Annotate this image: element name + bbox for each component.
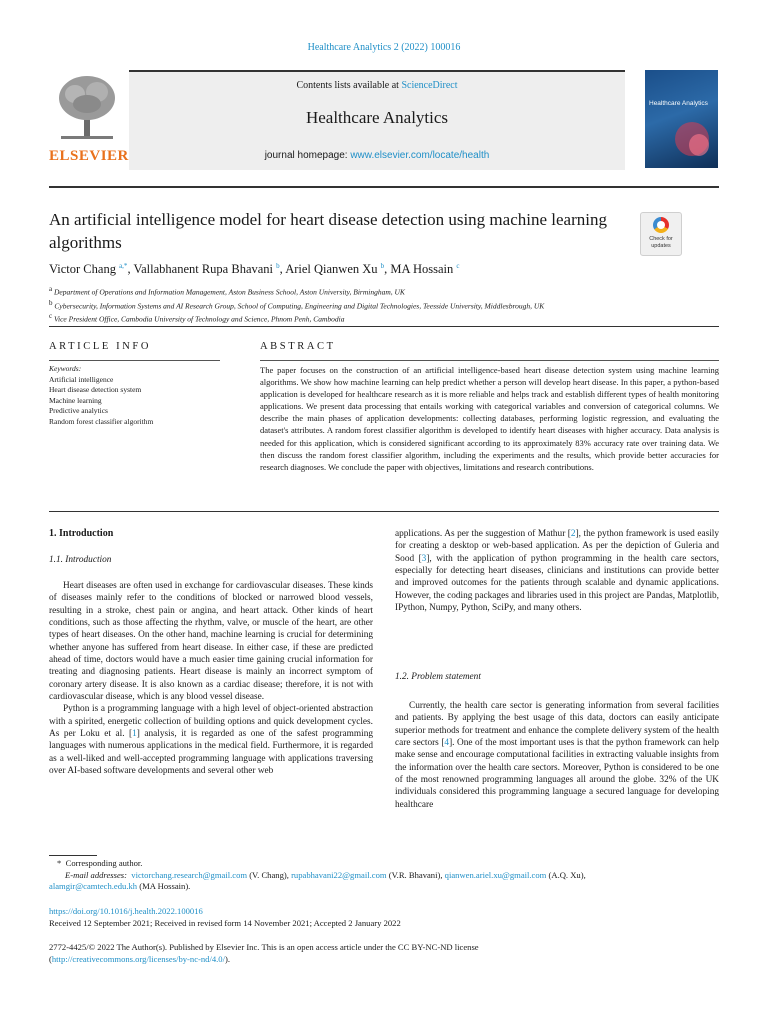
email-link[interactable]: rupabhavani22@gmail.com — [291, 869, 387, 880]
footnote-rule — [49, 855, 97, 856]
body-column-right-bottom — [395, 700, 719, 811]
keywords-label: Keywords: — [49, 364, 82, 373]
contents-prefix: Contents lists available at — [296, 80, 402, 91]
citation-link[interactable]: 1 — [132, 729, 137, 740]
affiliation-item: a Department of Operations and Information Management, Aston Business School, Aston University, Birmingham, UK — [49, 285, 405, 297]
elsevier-logo[interactable] — [49, 70, 127, 166]
keyword-item: Random forest classifier algorithm — [49, 416, 154, 426]
contents-line — [129, 80, 625, 91]
received-dates: Received 12 September 2021; Received in revised form 14 November 2021; Accepted 2 January 2022 — [49, 917, 401, 928]
footnotes — [49, 858, 719, 893]
license-url-line: (http://creativecommons.org/licenses/by-nc-nd/4.0/). — [49, 953, 230, 964]
check-updates-label: Check for updates — [649, 236, 673, 249]
keyword-item: Predictive analytics — [49, 406, 108, 415]
subsection-heading-introduction: 1.1. Introduction — [49, 555, 112, 565]
citation-link[interactable]: 2 — [570, 529, 576, 539]
check-updates-icon-center — [657, 221, 665, 229]
license-block — [49, 942, 719, 965]
author-name: Ariel Qianwen Xu — [285, 262, 378, 277]
doi-block — [49, 906, 719, 929]
author-affiliation-mark[interactable]: c — [456, 262, 460, 270]
affiliation-divider — [49, 326, 719, 327]
keyword-item: Artificial intelligence — [49, 374, 114, 384]
homepage-line — [129, 150, 625, 161]
keywords-list — [49, 364, 224, 427]
elsevier-tree-icon — [55, 74, 119, 144]
homepage-label: journal homepage: — [264, 150, 351, 161]
journal-citation-link[interactable]: Healthcare Analytics 2 (2022) 100016 — [307, 42, 461, 53]
body-paragraph: Currently, the health care sector is generating information from several facilities and patients. By applying the best usage of this data, doctors can easily anticipate superior methods for treatment and enhance the complete delivery system of the health care sectors [4]. One of the most important uses is that the python framework can help make sense and encourage computational facilities in extracting valuable insights from the information over the health care sectors. Moreover, Python is considered to be one of the most renowned programming languages all around the globe. 32% of the UK individuals considered this programming language a secured language for developing healthcare — [395, 701, 719, 810]
email-label: E-mail addresses: — [65, 869, 127, 880]
author-affiliation-mark[interactable]: b — [276, 262, 280, 270]
license-link[interactable]: http://creativecommons.org/licenses/by-nc-nd/4.0/ — [51, 953, 225, 964]
elsevier-wordmark: ELSEVIER — [49, 148, 129, 164]
journal-cover-image[interactable] — [645, 70, 718, 168]
affiliation-item: c Vice President Office, Cambodia University of Technology and Science, Phnom Penh, Cambodia — [49, 312, 345, 324]
keyword-item: Machine learning — [49, 395, 102, 405]
author-affiliation-mark[interactable]: a,* — [119, 262, 128, 270]
section-heading-introduction: 1. Introduction — [49, 528, 114, 539]
author-affiliation-mark[interactable]: b — [380, 262, 385, 270]
citation-link[interactable]: 3 — [421, 553, 427, 564]
body-paragraph: Python is a programming language with a high level of object-oriented abstraction with a spirited, energetic collection of building options and quick development cycles. As per Loku et al. [1] analysis, it is regarded as one of the safest programming languages with numerous applications in the medical field. Furthermore, it is regarded as a well-liked and well-accepted programming language with applications traversing over AI-based software developments and several other web — [49, 704, 373, 777]
article-info-heading: ARTICLE INFO — [49, 341, 152, 352]
journal-header-box — [129, 70, 625, 170]
body-paragraph: applications. As per the suggestion of Mathur [2], the python framework is used easily for creating a desktop or web-based application. As per the depiction of Guleria and Sood [3], with the application of python programming in the health care sectors, especially for detecting heart diseases, clinicians and institutions can provide better and improved outcomes for the patients through scalable and dynamic applications. However, the coding packages and libraries used in this project are Pandas, Matplotlib, IPython, Numpy, Python, SciPy, and many others. — [395, 529, 720, 614]
journal-header — [49, 70, 719, 170]
email-link[interactable]: victorchang.research@gmail.com — [131, 869, 248, 880]
email-addresses-cont: alamgir@camtech.edu.kh (MA Hossain). — [49, 881, 191, 891]
email-addresses: E-mail addresses: victorchang.research@gmail.com (V. Chang), rupabhavani22@gmail.com (V.R. Bhavani), qianwen.ariel.xu@gmail.com (A.Q. Xu), — [65, 869, 586, 880]
cover-heart-highlight — [689, 134, 709, 156]
email-link[interactable]: qianwen.ariel.xu@gmail.com — [444, 869, 547, 880]
journal-homepage-link[interactable]: www.elsevier.com/locate/health — [350, 150, 490, 161]
author-name: MA Hossain — [390, 262, 454, 277]
check-for-updates-button[interactable] — [640, 212, 682, 256]
email-link[interactable]: alamgir@camtech.edu.kh — [49, 881, 138, 891]
corresponding-author-note: * Corresponding author. — [57, 858, 143, 868]
abstract-text: The paper focuses on the construction of an artificial intelligence-based heart disease detection system using machine learning algorithms. We show how machine learning can help predict whether a person will develop heart disease. In this paper, a python-based application is developed for healthcare research as it is more reliable and helps track and establish different types of health monitoring applications. We present data processing that entails working with categorical variables and conversion of categorical columns. We describe the main phases of application developments: collecting databases, performing logistic regression, and evaluating the dataset's attributes. A random forest classifier algorithm is developed to identify heart diseases with higher accuracy. Data analysis is needed for this application, which is considered significant according to its approximately 83% accuracy rate over training data. We then discuss the random forest classifier algorithm, including the experiments and the results, which provide better accuracies for research diagnoses. We conclude the paper with objectives, limitations and research contributions. — [260, 365, 719, 472]
subsection-heading-problem-statement: 1.2. Problem statement — [395, 672, 481, 682]
cover-title: Healthcare Analytics — [649, 100, 708, 107]
article-title: An artificial intelligence model for heart disease detection using machine learning algorithms — [49, 210, 607, 252]
abstract-rule — [260, 360, 719, 361]
body-paragraph: Heart diseases are often used in exchange for cardiovascular diseases. These kinds of diseases mainly refer to the conditions of blocked or narrowed blood vessels, resulting in a stroke, chest pain or angina, and heart attack. Other kinds of heart conditions, such as those affecting the rhythm, valve, or muscle of the heart, are other types of heart diseases. On the other hand, machine learning is crucial for determining whether anyone has suffered from heart disease. In either case, if these are predicted ahead of time, doctors would have a much easier time gaining crucial information for treating and diagnosing patients. Heart disease is mainly an incorrect symptom of coronary artery disease. It is also known as a cardiac disease; therefore, it is not with cardiovascular disease, which is any blood vessel disease. — [49, 581, 373, 703]
sciencedirect-link[interactable]: ScienceDirect — [401, 80, 458, 91]
author-list: Victor Chang $^{a,*}$, Vallabhanent Rupa Bhavani $^b$, Ariel Qianwen Xu $^b$, MA Hossain $^c$ — [49, 262, 460, 277]
abstract-divider — [49, 511, 719, 512]
license-text: 2772-4425/© 2022 The Author(s). Published by Elsevier Inc. This is an open access article under the CC BY-NC-ND license — [49, 942, 479, 952]
abstract-heading: ABSTRACT — [260, 341, 336, 352]
journal-title: Healthcare Analytics — [305, 108, 449, 127]
author-name: Victor Chang — [49, 262, 116, 277]
doi-link[interactable]: https://doi.org/10.1016/j.health.2022.100016 — [49, 906, 203, 916]
article-info-rule — [49, 360, 220, 361]
citation-link[interactable]: 4 — [444, 738, 450, 749]
keyword-item: Heart disease detection system — [49, 385, 142, 394]
author-name: Vallabhanent Rupa Bhavani — [133, 262, 274, 277]
body-column-right-top — [395, 528, 719, 614]
header-divider — [49, 186, 719, 188]
body-column-left — [49, 580, 373, 778]
affiliation-list — [49, 284, 719, 325]
affiliation-item: b Cybersecurity, Information Systems and AI Research Group, School of Computing, Engineering and Digital Technologies, Teesside University, Middlesbrough, UK — [49, 298, 545, 310]
